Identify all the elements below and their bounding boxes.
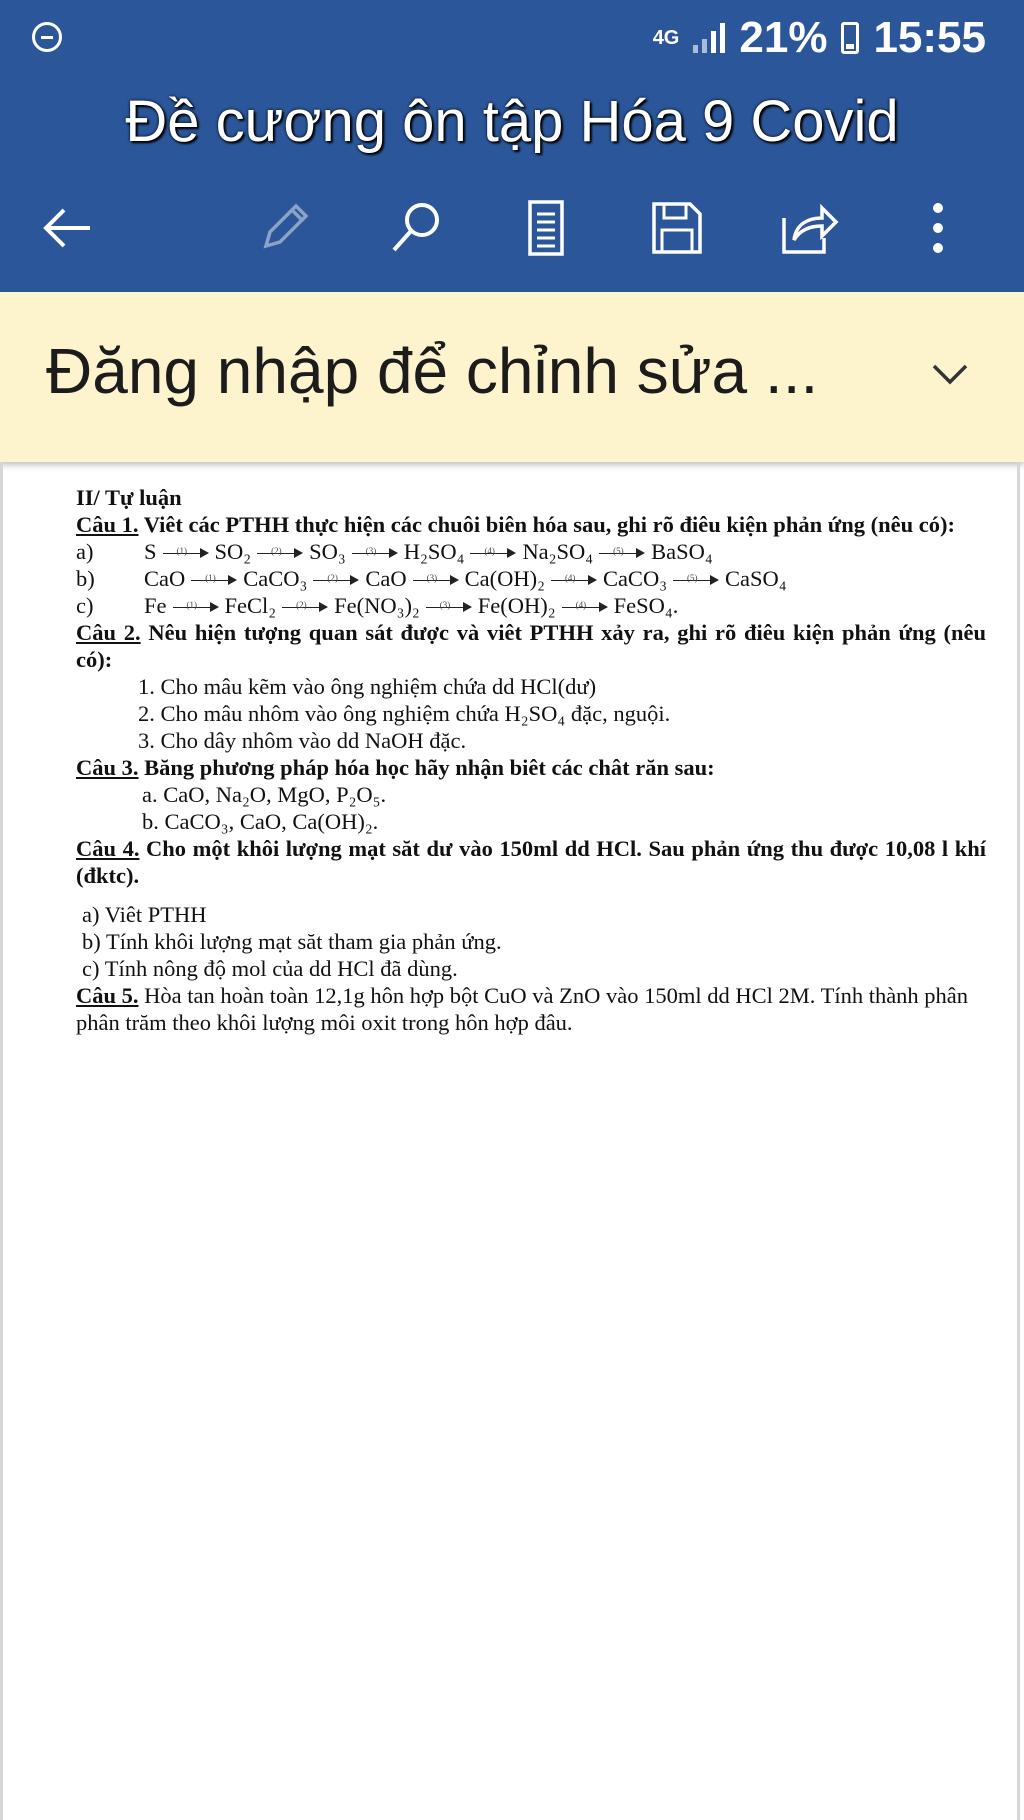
reaction-arrow [599,547,645,559]
reaction-arrow [562,601,608,613]
list-item: 3. Cho dây nhôm vào dd NaOH đặc. [138,728,467,753]
chemical-formula: CaCO₃ [602,566,668,591]
signal-icon [693,23,725,53]
question-5 [76,982,986,1036]
reaction-arrow [191,574,237,586]
chain-label: a) [76,539,94,564]
reaction-arrow [257,547,303,559]
chemical-formula: Na₂SO₄ [522,539,594,564]
toolbar [0,186,1024,266]
section-heading: II/ Tự luận [76,485,182,510]
step-label: (1) [176,546,188,556]
question-3 [76,754,986,781]
chemical-formula: CaO [144,566,186,591]
reaction-chain [76,538,986,565]
question-label: Câu 2. [76,620,141,645]
reaction-arrow [173,601,219,613]
list-item: 2. Cho mâu nhôm vào ông nghiệm chứa H₂SO₄ đặc, nguội. [138,701,671,726]
reaction-arrow [163,547,209,559]
question-label: Câu 4. [76,836,140,861]
step-label: (1) [186,600,197,610]
status-bar [0,0,1024,78]
chemical-formula: Fe [144,593,167,618]
list-item: a. CaO, Na₂O, MgO, P₂O₅. [142,782,387,807]
back-arrow-icon[interactable] [36,196,100,260]
reaction-arrow [413,574,459,586]
list-item: b) Tính khôi lượng mạt săt tham gia phản ứng. [82,929,502,954]
list-item: 1. Cho mâu kẽm vào ông nghiệm chứa dd HCl(dư) [138,674,597,699]
reading-view-icon[interactable] [514,196,578,260]
question-label: Câu 3. [76,755,139,780]
step-label: (3) [439,600,451,610]
reaction-chain [76,565,986,592]
step-label: (4) [575,600,587,610]
reaction-arrow [551,574,597,586]
reaction-arrow [426,601,472,613]
question-text: Viêt các PTHH thực hiện các chuôi biên hóa sau, ghi rõ điêu kiện phản ứng (nêu có): [138,512,955,537]
step-label: (1) [205,573,216,583]
pencil-icon[interactable] [252,196,316,260]
chemical-formula: FeCl₂ [224,593,277,618]
sign-in-banner[interactable] [0,292,1024,462]
network-type: 4G [652,27,680,49]
chemical-formula: CaO [365,566,407,591]
more-options-icon[interactable] [906,196,970,260]
chemical-formula: SO₃ [309,539,346,564]
clock: 15:55 [873,13,986,62]
step-label: (3) [365,546,377,556]
question-text: Cho một khôi lượng mạt săt dư vào 150ml dd HCl. Sau phản ứng thu được 10,08 l khí (đktc). [76,836,986,888]
reaction-chain [76,592,986,619]
reaction-arrow [282,601,328,613]
list-item: a) Viêt PTHH [82,902,207,927]
step-label: (2) [327,573,338,583]
chemical-formula: S [144,539,157,564]
battery-icon [841,22,859,54]
list-item: c) Tính nông độ mol của dd HCl đã dùng. [82,956,458,981]
chain-label: b) [76,566,95,591]
reaction-arrow [470,547,516,559]
reaction-chains [76,538,986,619]
chemical-formula: BaSO₄ [651,539,713,564]
document-body [76,484,986,1036]
chemical-formula: SO₂ [214,539,252,564]
question-1 [76,511,986,538]
reaction-arrow [313,574,359,586]
chain-label: c) [76,593,94,618]
chemical-formula: Fe(NO₃)₂ [334,593,420,618]
chemical-formula: H₂SO₄ [403,539,465,564]
step-label: (2) [271,546,282,556]
question-label: Câu 5. [76,983,139,1008]
question-2 [76,619,986,673]
search-icon[interactable] [384,196,448,260]
question-text: Hòa tan hoàn toàn 12,1g hôn hợp bột CuO và ZnO vào 150ml dd HCl 2M. Tính thành phân phân trăm theo khôi lượng môi oxit trong hôn hợp đâu. [76,983,969,1035]
do-not-disturb-icon [32,22,62,52]
battery-percent: 21% [739,13,828,62]
question-4 [76,835,986,889]
share-icon[interactable] [776,196,840,260]
step-label: (5) [687,573,698,583]
chemical-formula: CaSO₄ [725,566,787,591]
chemical-formula: Fe(OH)₂ [477,593,556,618]
question-text: Băng phương pháp hóa học hãy nhận biêt các chât răn sau: [138,755,715,780]
step-label: (3) [426,573,438,583]
app-bar [0,0,1024,292]
save-icon[interactable] [644,196,708,260]
reaction-arrow [673,574,719,586]
step-label: (4) [484,546,495,556]
chevron-down-icon[interactable] [926,350,974,398]
chemical-formula: FeSO₄. [613,593,679,618]
question-text: Nêu hiện tượng quan sát được và viêt PTHH xảy ra, ghi rõ điêu kiện phản ứng (nêu có): [76,620,986,672]
chemical-formula: Ca(OH)₂ [464,566,545,591]
step-label: (5) [613,546,624,556]
list-item: b. CaCO₃, CaO, Ca(OH)₂. [142,809,379,834]
step-label: (4) [564,573,576,583]
reaction-arrow [352,547,398,559]
document-title: Đề cương ôn tập Hóa 9 Covid [125,89,899,154]
question-label: Câu 1. [76,512,139,537]
step-label: (2) [296,600,307,610]
sign-in-text[interactable]: Đăng nhập để chỉnh sửa ... [46,335,819,407]
chemical-formula: CaCO₃ [243,566,308,591]
